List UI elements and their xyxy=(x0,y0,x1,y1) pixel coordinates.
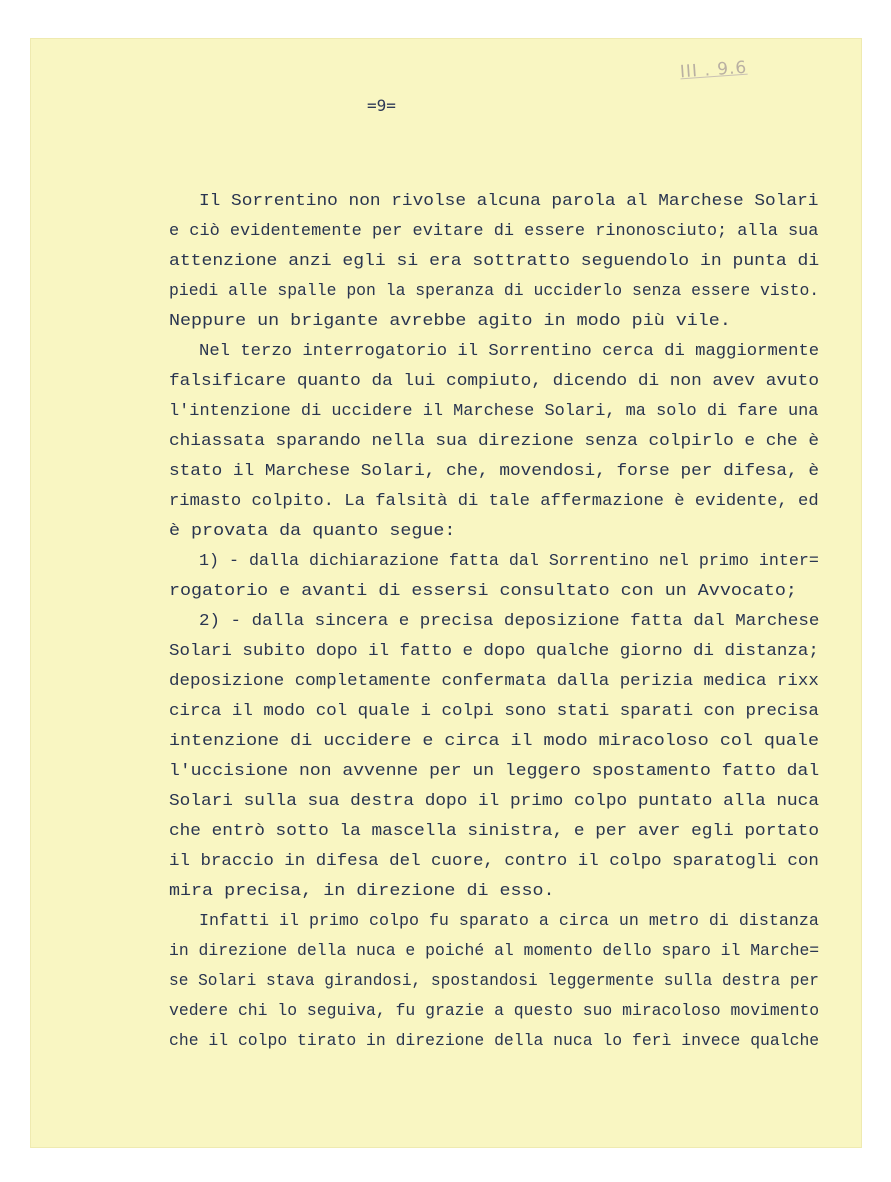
text-line: Solari subito dopo il fatto e dopo qualche giorno di distanza; xyxy=(169,641,819,660)
text-line: 2) - dalla sincera e precisa deposizione fatta dal Marchese xyxy=(199,611,820,630)
text-line: intenzione di uccidere e circa il modo miracoloso col quale xyxy=(169,731,819,750)
text-line: l'intenzione di uccidere il Marchese Solari, ma solo di fare una xyxy=(169,401,819,420)
text-line: Il Sorrentino non rivolse alcuna parola al Marchese Solari xyxy=(199,191,819,210)
text-line: deposizione completamente confermata dalla perizia medica rixx xyxy=(169,671,819,690)
text-line: Nel terzo interrogatorio il Sorrentino cerca di maggiormente xyxy=(199,341,820,360)
text-line: circa il modo col quale i colpi sono stati sparati con precisa xyxy=(169,701,819,720)
text-line: rogatorio e avanti di essersi consultato con un Avvocato; xyxy=(169,581,797,600)
text-line: Infatti il primo colpo fu sparato a circa un metro di distanza xyxy=(199,911,819,930)
text-line: stato il Marchese Solari, che, movendosi, forse per difesa, è xyxy=(169,461,819,480)
text-line: è provata da quanto segue: xyxy=(169,521,456,540)
text-line: e ciò evidentemente per evitare di essere rinonosciuto; alla sua xyxy=(169,221,819,240)
document-page xyxy=(30,38,862,1148)
text-line: il braccio in difesa del cuore, contro il colpo sparatogli con xyxy=(169,851,819,870)
text-line: piedi alle spalle pon la speranza di ucciderlo senza essere visto. xyxy=(169,281,820,300)
text-line: che il colpo tirato in direzione della nuca lo ferì invece qualche xyxy=(169,1031,820,1050)
text-line: 1) - dalla dichiarazione fatta dal Sorrentino nel primo inter= xyxy=(199,551,819,570)
text-line: falsificare quanto da lui compiuto, dicendo di non avev avuto xyxy=(169,371,819,390)
page-number: =9= xyxy=(367,96,396,115)
text-line: in direzione della nuca e poiché al momento dello sparo il Marche= xyxy=(169,941,820,960)
text-line: Neppure un brigante avrebbe agito in modo più vile. xyxy=(169,311,731,330)
text-line: mira precisa, in direzione di esso. xyxy=(169,881,555,900)
text-line: chiassata sparando nella sua direzione senza colpirlo e che è xyxy=(169,431,819,450)
text-line: vedere chi lo seguiva, fu grazie a questo suo miracoloso movimento xyxy=(169,1001,820,1020)
text-line: l'uccisione non avvenne per un leggero spostamento fatto dal xyxy=(169,761,820,780)
text-line: rimasto colpito. La falsità di tale affermazione è evidente, ed xyxy=(169,491,819,510)
text-line: se Solari stava girandosi, spostandosi leggermente sulla destra per xyxy=(169,971,819,990)
text-line: Solari sulla sua destra dopo il primo colpo puntato alla nuca xyxy=(169,791,819,810)
archive-reference-mark: III . 9.6 xyxy=(679,57,748,83)
text-line: attenzione anzi egli si era sottratto seguendolo in punta di xyxy=(169,251,820,270)
text-line: che entrò sotto la mascella sinistra, e per aver egli portato xyxy=(169,821,819,840)
